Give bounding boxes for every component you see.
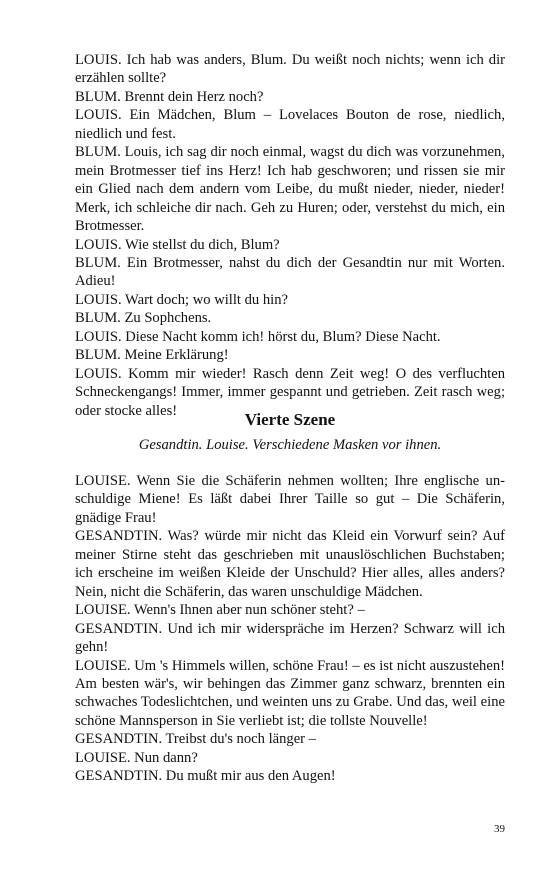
dialogue-line: GESANDTIN. Treibst du's noch länger – — [75, 731, 316, 748]
dialogue-line: GESANDTIN. Und ich mir widerspräche im Herzen? Schwarz will ich gehn! — [75, 620, 505, 656]
dialogue-line: BLUM. Louis, ich sag dir noch einmal, wagst du dich was vorzunehmen, mein Brotmesser tief ins Herz! Ich hab geschworen; und rissen sie mir ein Glied nach dem andern vom Leibe, du mußt nieder, nieder, nieder! Merk, ich schleiche dir nach. Geh zu Huren; oder, verstehst du mich, ein Brotmesser. — [75, 144, 505, 235]
dialogue-line: GESANDTIN. Was? würde mir nicht das Kleid ein Vorwurf sein? Auf meiner Stirne steht das geschrieben mit unauslöschlichen Buchstaben; ich erscheine im weißen Kleide der Unschuld? Hier alles, alles anders? Nein, nicht die Schäferin, das waren unschuldige Mädchen. — [75, 528, 505, 600]
dialogue-line: BLUM. Zu Sophchens. — [75, 310, 212, 327]
scene-heading: Vierte Szene — [244, 410, 336, 429]
dialogue-line: GESANDTIN. Du mußt mir aus den Augen! — [75, 768, 336, 785]
dialogue-section-1 — [75, 51, 505, 420]
dialogue-line: LOUISE. Nun dann? — [75, 749, 198, 766]
dialogue-section-2 — [75, 472, 505, 786]
page-number: 39 — [494, 823, 505, 835]
dialogue-line: LOUISE. Wenn Sie die Schäferin nehmen wollten; Ihre englische unschuldige Miene! Es läßt dabei Ihrer Taille so gut – Die Schäferin, gnädige Frau! — [75, 473, 505, 526]
dialogue-line: LOUISE. Um 's Himmels willen, schöne Frau! – es ist nicht auszustehen! Am besten wär's, wir behingen das Zimmer ganz schwarz, brennten ein schwaches Todeslichtchen, und weinten uns zu Grabe. Und das, weil eine schöne Mannsperson in Sie verliebt ist; die tollste Nouvelle! — [75, 657, 505, 729]
dialogue-line: BLUM. Ein Brotmesser, nahst du dich der Gesandtin nur mit Worten. Adieu! — [75, 254, 505, 290]
dialogue-line: LOUIS. Ich hab was anders, Blum. Du weißt noch nichts; wenn ich dir erzählen sollte? — [75, 52, 505, 87]
stage-direction: Gesandtin. Louise. Verschiedene Masken vor ihnen. — [138, 437, 442, 453]
dialogue-line: LOUIS. Komm mir wieder! Rasch denn Zeit weg! O des verfluchten Schneckengangs! Immer, immer gespannt und getrieben. Zeit rasch weg; oder stocke alles! — [75, 365, 505, 419]
dialogue-line: BLUM. Brennt dein Herz noch? — [75, 88, 264, 105]
dialogue-line: LOUISE. Wenn's Ihnen aber nun schöner steht? – — [75, 602, 365, 619]
dialogue-line: BLUM. Meine Erklärung! — [75, 347, 229, 364]
dialogue-line: LOUIS. Diese Nacht komm ich! hörst du, Blum? Diese Nacht. — [75, 328, 441, 345]
dialogue-line: LOUIS. Wie stellst du dich, Blum? — [75, 236, 280, 253]
dialogue-line: LOUIS. Wart doch; wo willt du hin? — [75, 291, 288, 308]
dialogue-line: LOUIS. Ein Mädchen, Blum – Lovelaces Bouton de rose, niedlich, niedlich und fest. — [75, 107, 505, 142]
